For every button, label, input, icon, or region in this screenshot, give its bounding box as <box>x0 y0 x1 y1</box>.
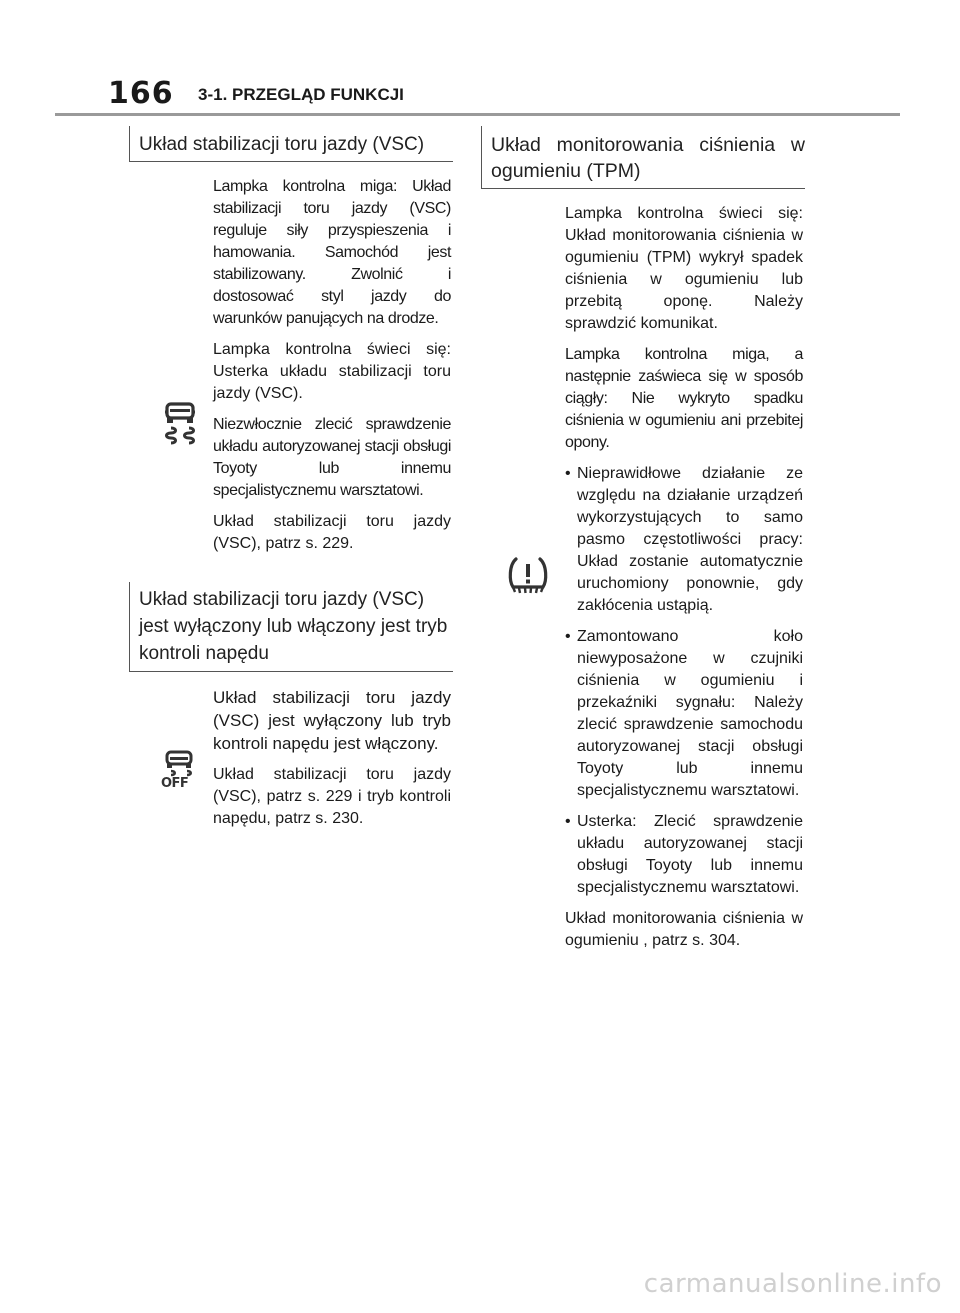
tpm-bullet-2 <box>565 626 803 802</box>
vsc-off-icon <box>163 748 195 794</box>
tpm-text <box>565 203 803 961</box>
tpm-on-text: Lampka kontrolna świeci się: Układ monitorowania ciśnienia w ogumieniu (TPM) wykrył spadek ciśnienia w ogumieniu lub przebitą oponę. Należy sprawdzić komunikat. <box>565 205 803 332</box>
bullet-mark: • <box>565 813 571 830</box>
right-column <box>481 126 805 961</box>
off-label: OFF <box>161 776 189 791</box>
left-column <box>129 126 453 839</box>
tire-pressure-warning-icon <box>507 555 549 595</box>
tpm-ref-text: Układ monitorowania ciśnienia w ogumieniu , patrz s. 304. <box>565 910 803 949</box>
vsc-off-icon-cell <box>129 686 213 839</box>
bullet-mark: • <box>565 628 571 645</box>
vsc-skid-icon <box>163 398 197 446</box>
vsc-off-ref: Układ stabilizacji toru jazdy (VSC), patrz s. 229 i tryb kontroli napędu, patrz s. 230. <box>213 766 451 827</box>
chapter-title: 3-1. PRZEGLĄD FUNKCJI <box>198 85 404 104</box>
vsc-flash-text: Lampka kontrolna miga: Układ stabilizacji toru jazdy (VSC) reguluje siły przyspieszenia i hamowania. Samochód jest stabilizowany. Zwolnić i dostosować styl jazdy do warunków panujących na drodze. <box>213 178 451 327</box>
vsc-icon-cell <box>129 176 213 564</box>
vsc-action-text: Niezwłocznie zlecić sprawdzenie układu autoryzowanej stacji obsługi Toyoty lub innemu specjalistycznemu warsztatowi. <box>213 416 451 499</box>
tpm-icon-cell <box>481 203 565 961</box>
vsc-heading: Układ stabilizacji toru jazdy (VSC) <box>129 126 453 162</box>
page-number: 166 <box>108 76 174 111</box>
vsc-entry <box>129 176 453 564</box>
vsc-off-entry <box>129 686 453 839</box>
bullet-mark: • <box>565 465 571 482</box>
vsc-off-heading: Układ stabilizacji toru jazdy (VSC) jest wyłączony lub włączony jest tryb kontroli napędu <box>129 582 453 672</box>
tpm-bullet-text: Nieprawidłowe działanie ze względu na działanie urządzeń wykorzystujących to samo pasmo częstotliwości pracy: Układ zostanie automatycznie uruchomiony ponownie, gdy zakłócenia ustąpią. <box>577 465 803 614</box>
vsc-on-text: Lampka kontrolna świeci się: Usterka układu stabilizacji toru jazdy (VSC). <box>213 341 451 402</box>
vsc-off-desc: Układ stabilizacji toru jazdy (VSC) jest wyłączony lub tryb kontroli napędu jest włączony. <box>213 688 451 753</box>
vsc-ref-text: Układ stabilizacji toru jazdy (VSC), patrz s. 229. <box>213 513 451 552</box>
tpm-bullet-text: Usterka: Zlecić sprawdzenie układu autoryzowanej stacji obsługi Toyoty lub innemu specjalistycznemu warsztatowi. <box>577 813 803 896</box>
vsc-off-text <box>213 686 451 839</box>
tpm-entry <box>481 203 805 961</box>
tpm-bullet-1 <box>565 463 803 617</box>
tpm-heading: Układ monitorowania ciśnienia w ogumieniu (TPM) <box>481 126 805 189</box>
tpm-bullet-text: Zamontowano koło niewyposażone w czujniki ciśnienia w ogumieniu i przekaźniki sygnału: Należy zlecić sprawdzenie samochodu autoryzowanej stacji obsługi Toyoty lub innemu specjalistycznemu warsztatowi. <box>577 628 803 799</box>
tpm-flash-text: Lampka kontrolna miga, a następnie zaświeca się w sposób ciągły: Nie wykryto spadku ciśnienia w ogumieniu ani przebitej opony. <box>565 346 803 451</box>
vsc-text <box>213 176 451 564</box>
watermark: carmanualsonline.info <box>643 1269 942 1299</box>
tpm-bullet-3 <box>565 811 803 899</box>
header-rule <box>55 113 900 116</box>
